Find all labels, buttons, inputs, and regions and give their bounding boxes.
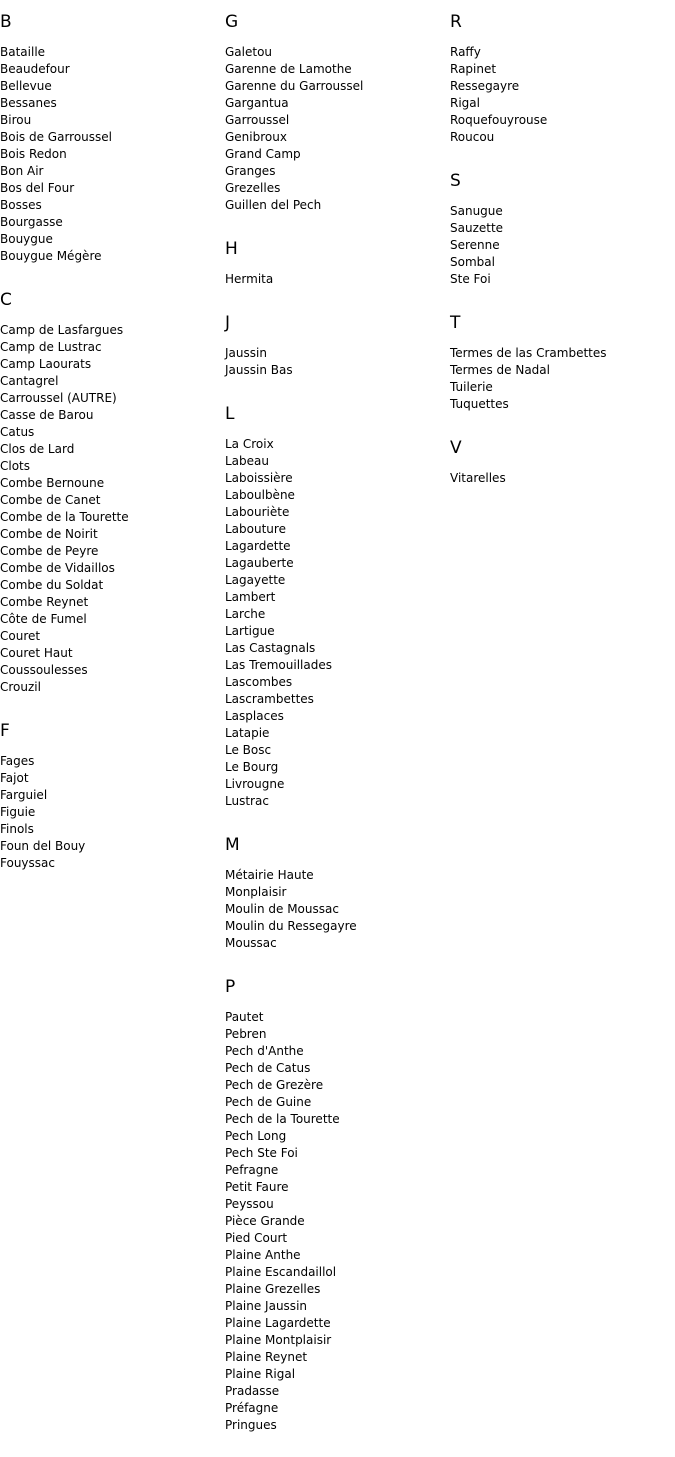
- letter-section: [225, 975, 450, 1434]
- place-name-link[interactable]: Bessanes: [0, 96, 57, 110]
- letter-section: [0, 288, 225, 696]
- place-name-link[interactable]: Foun del Bouy: [0, 839, 86, 853]
- place-name-link[interactable]: Laboissière: [225, 471, 293, 485]
- list-item: [225, 884, 450, 901]
- place-name-link[interactable]: Serenne: [450, 238, 500, 252]
- letter-section: [450, 311, 675, 413]
- list-item: [225, 1128, 450, 1145]
- entry-list: [225, 867, 450, 952]
- place-name-link[interactable]: Guillen del Pech: [225, 198, 322, 212]
- place-name-link[interactable]: Le Bourg: [225, 760, 279, 774]
- place-name-link[interactable]: Coussoulesses: [0, 663, 88, 677]
- place-name-link[interactable]: Plaine Grezelles: [225, 1282, 321, 1296]
- list-item: [225, 1349, 450, 1366]
- place-name-link[interactable]: Bouygue Mégère: [0, 249, 102, 263]
- place-name-link[interactable]: Lasplaces: [225, 709, 284, 723]
- list-item: [0, 129, 225, 146]
- list-item: [225, 146, 450, 163]
- list-item: [0, 753, 225, 770]
- letter-section: [450, 436, 675, 487]
- list-item: [450, 112, 675, 129]
- entry-list: [225, 44, 450, 214]
- list-item: [225, 1111, 450, 1128]
- letter-section: [450, 169, 675, 288]
- entry-list: [225, 271, 450, 288]
- list-item: [225, 1213, 450, 1230]
- list-item: [0, 821, 225, 838]
- place-name-link[interactable]: Tuilerie: [450, 380, 493, 394]
- list-item: [225, 1043, 450, 1060]
- letter-section: [225, 833, 450, 952]
- list-item: [225, 1179, 450, 1196]
- place-name-link[interactable]: Pringues: [225, 1418, 277, 1432]
- list-item: [450, 61, 675, 78]
- list-item: [225, 470, 450, 487]
- list-item: [450, 470, 675, 487]
- list-item: [225, 521, 450, 538]
- list-item: [225, 867, 450, 884]
- list-item: [0, 146, 225, 163]
- list-item: [225, 1281, 450, 1298]
- place-name-link[interactable]: Peyssou: [225, 1197, 274, 1211]
- list-item: [225, 1145, 450, 1162]
- place-name-link[interactable]: Pech de Guine: [225, 1095, 312, 1109]
- place-name-link[interactable]: Moussac: [225, 936, 277, 950]
- list-item: [225, 1383, 450, 1400]
- place-name-link[interactable]: Lascombes: [225, 675, 293, 689]
- list-item: [0, 645, 225, 662]
- letter-section: [225, 311, 450, 379]
- list-item: [450, 95, 675, 112]
- place-name-link[interactable]: Roquefouyrouse: [450, 113, 548, 127]
- place-name-link[interactable]: Figuie: [0, 805, 36, 819]
- list-item: [225, 657, 450, 674]
- place-name-link[interactable]: Côte de Fumel: [0, 612, 87, 626]
- place-name-link[interactable]: Bataille: [0, 45, 46, 59]
- place-name-link[interactable]: Beaudefour: [0, 62, 70, 76]
- place-name-link[interactable]: Plaine Rigal: [225, 1367, 296, 1381]
- list-item: [450, 379, 675, 396]
- list-item: [225, 691, 450, 708]
- list-item: [0, 180, 225, 197]
- place-name-link[interactable]: Grezelles: [225, 181, 281, 195]
- list-item: [0, 407, 225, 424]
- list-item: [225, 1264, 450, 1281]
- list-item: [0, 248, 225, 265]
- entry-list: [225, 436, 450, 810]
- place-name-link[interactable]: Combe de Noirit: [0, 527, 98, 541]
- list-item: [0, 628, 225, 645]
- place-name-link[interactable]: Finols: [0, 822, 34, 836]
- list-item: [225, 623, 450, 640]
- section-letter-heading: P: [225, 977, 236, 997]
- list-item: [225, 453, 450, 470]
- list-item: [225, 95, 450, 112]
- list-item: [0, 231, 225, 248]
- place-name-link[interactable]: Bouygue: [0, 232, 53, 246]
- place-name-link[interactable]: Birou: [0, 113, 32, 127]
- place-name-link[interactable]: Jaussin: [225, 346, 267, 360]
- list-item: [225, 345, 450, 362]
- place-name-link[interactable]: Genibroux: [225, 130, 287, 144]
- list-item: [225, 1315, 450, 1332]
- place-name-link[interactable]: Labouriète: [225, 505, 290, 519]
- place-name-link[interactable]: Larche: [225, 607, 266, 621]
- place-name-link[interactable]: Plaine Jaussin: [225, 1299, 308, 1313]
- list-item: [0, 662, 225, 679]
- place-name-link[interactable]: Plaine Lagardette: [225, 1316, 331, 1330]
- list-item: [450, 78, 675, 95]
- list-item: [225, 112, 450, 129]
- place-name-link[interactable]: Livrougne: [225, 777, 285, 791]
- place-name-link[interactable]: Camp Laourats: [0, 357, 92, 371]
- section-letter-heading: S: [450, 171, 461, 191]
- list-item: [225, 640, 450, 657]
- place-name-link[interactable]: Pech d'Anthe: [225, 1044, 304, 1058]
- entry-list: [450, 44, 675, 146]
- place-name-link[interactable]: Pech Long: [225, 1129, 287, 1143]
- place-name-link[interactable]: Lartigue: [225, 624, 275, 638]
- list-item: [225, 1009, 450, 1026]
- list-item: [0, 197, 225, 214]
- list-item: [0, 390, 225, 407]
- list-item: [450, 203, 675, 220]
- place-name-link[interactable]: Cantagrel: [0, 374, 59, 388]
- list-item: [225, 1026, 450, 1043]
- list-item: [0, 441, 225, 458]
- place-name-link[interactable]: Ste Foi: [450, 272, 491, 286]
- place-name-link[interactable]: Combe du Soldat: [0, 578, 104, 592]
- list-item: [0, 804, 225, 821]
- list-item: [0, 214, 225, 231]
- list-item: [225, 1230, 450, 1247]
- list-item: [225, 589, 450, 606]
- place-name-link[interactable]: Grand Camp: [225, 147, 301, 161]
- place-name-link[interactable]: Pech de Grezère: [225, 1078, 324, 1092]
- list-item: [225, 901, 450, 918]
- entry-list: [0, 753, 225, 872]
- place-name-link[interactable]: Gargantua: [225, 96, 289, 110]
- list-item: [225, 362, 450, 379]
- list-item: [450, 345, 675, 362]
- place-name-link[interactable]: Préfagne: [225, 1401, 279, 1415]
- place-name-link[interactable]: Bois Redon: [0, 147, 67, 161]
- list-item: [225, 197, 450, 214]
- place-name-link[interactable]: Granges: [225, 164, 276, 178]
- list-item: [225, 918, 450, 935]
- place-name-link[interactable]: Couret Haut: [0, 646, 73, 660]
- list-item: [225, 1060, 450, 1077]
- place-name-link[interactable]: Combe Bernoune: [0, 476, 105, 490]
- place-name-link[interactable]: Couret: [0, 629, 41, 643]
- list-item: [225, 776, 450, 793]
- place-name-link[interactable]: Pièce Grande: [225, 1214, 305, 1228]
- place-name-link[interactable]: Camp de Lasfargues: [0, 323, 124, 337]
- place-name-link[interactable]: Labouture: [225, 522, 286, 536]
- place-name-link[interactable]: Petit Faure: [225, 1180, 289, 1194]
- list-item: [225, 1077, 450, 1094]
- list-item: [450, 396, 675, 413]
- place-name-link[interactable]: Pautet: [225, 1010, 264, 1024]
- list-item: [0, 61, 225, 78]
- list-item: [0, 44, 225, 61]
- place-name-link[interactable]: Tuquettes: [450, 397, 509, 411]
- section-letter-heading: C: [0, 290, 12, 310]
- place-name-link[interactable]: Garenne du Garroussel: [225, 79, 364, 93]
- section-letter-heading: V: [450, 438, 462, 458]
- section-letter-heading: T: [450, 313, 461, 333]
- place-name-link[interactable]: Termes de las Crambettes: [450, 346, 607, 360]
- place-name-link[interactable]: Laboulbène: [225, 488, 295, 502]
- list-item: [225, 1332, 450, 1349]
- place-name-link[interactable]: Plaine Montplaisir: [225, 1333, 332, 1347]
- place-name-link[interactable]: Carroussel (AUTRE): [0, 391, 117, 405]
- place-name-link[interactable]: Combe Reynet: [0, 595, 89, 609]
- letter-section: [225, 402, 450, 810]
- list-item: [225, 180, 450, 197]
- place-name-link[interactable]: Vitarelles: [450, 471, 506, 485]
- list-item: [0, 838, 225, 855]
- place-name-link[interactable]: Pech de la Tourette: [225, 1112, 340, 1126]
- list-item: [450, 271, 675, 288]
- list-item: [225, 1162, 450, 1179]
- list-item: [225, 538, 450, 555]
- letter-section: [0, 719, 225, 872]
- place-name-link[interactable]: Hermita: [225, 272, 274, 286]
- list-item: [0, 356, 225, 373]
- list-item: [225, 742, 450, 759]
- list-item: [225, 759, 450, 776]
- place-name-link[interactable]: Bos del Four: [0, 181, 75, 195]
- list-item: [450, 129, 675, 146]
- place-name-link[interactable]: Lustrac: [225, 794, 269, 808]
- list-item: [225, 1094, 450, 1111]
- list-item: [0, 339, 225, 356]
- list-item: [450, 44, 675, 61]
- list-item: [0, 594, 225, 611]
- list-item: [0, 458, 225, 475]
- list-item: [225, 61, 450, 78]
- list-item: [0, 163, 225, 180]
- place-name-link[interactable]: Lascrambettes: [225, 692, 314, 706]
- place-name-link[interactable]: Termes de Nadal: [450, 363, 550, 377]
- list-item: [0, 78, 225, 95]
- place-name-link[interactable]: Sauzette: [450, 221, 504, 235]
- place-name-link[interactable]: Galetou: [225, 45, 273, 59]
- list-item: [225, 44, 450, 61]
- list-item: [225, 78, 450, 95]
- place-name-link[interactable]: Moulin du Ressegayre: [225, 919, 357, 933]
- place-name-link[interactable]: Moulin de Moussac: [225, 902, 339, 916]
- list-item: [0, 475, 225, 492]
- place-name-link[interactable]: Raffy: [450, 45, 481, 59]
- place-name-link[interactable]: Lagayette: [225, 573, 286, 587]
- place-name-link[interactable]: Garroussel: [225, 113, 290, 127]
- place-name-link[interactable]: Farguiel: [0, 788, 48, 802]
- place-name-link[interactable]: Pech Ste Foi: [225, 1146, 298, 1160]
- place-name-link[interactable]: Latapie: [225, 726, 270, 740]
- place-name-link[interactable]: Ressegayre: [450, 79, 520, 93]
- place-name-link[interactable]: Jaussin Bas: [225, 363, 293, 377]
- list-item: [225, 504, 450, 521]
- place-name-link[interactable]: Combe de la Tourette: [0, 510, 129, 524]
- entry-list: [450, 203, 675, 288]
- list-item: [225, 935, 450, 952]
- section-letter-heading: M: [225, 835, 240, 855]
- letter-section: [450, 10, 675, 146]
- list-item: [225, 271, 450, 288]
- section-letter-heading: J: [225, 313, 231, 333]
- place-name-link[interactable]: Pefragne: [225, 1163, 279, 1177]
- index-column: [450, 10, 675, 510]
- list-item: [225, 606, 450, 623]
- list-item: [0, 679, 225, 696]
- list-item: [0, 560, 225, 577]
- place-name-link[interactable]: Las Castagnals: [225, 641, 316, 655]
- place-name-link[interactable]: Fages: [0, 754, 35, 768]
- list-item: [225, 708, 450, 725]
- list-item: [450, 254, 675, 271]
- place-name-link[interactable]: Plaine Anthe: [225, 1248, 301, 1262]
- list-item: [225, 1247, 450, 1264]
- index-column: [225, 10, 450, 1457]
- place-name-link[interactable]: Fajot: [0, 771, 29, 785]
- place-name-link[interactable]: Pech de Catus: [225, 1061, 311, 1075]
- list-item: [0, 509, 225, 526]
- place-name-link[interactable]: Las Tremouillades: [225, 658, 332, 672]
- list-item: [0, 373, 225, 390]
- entry-list: [0, 44, 225, 265]
- section-letter-heading: F: [0, 721, 10, 741]
- place-name-link[interactable]: Lambert: [225, 590, 276, 604]
- list-item: [0, 492, 225, 509]
- letter-section: [225, 10, 450, 214]
- place-name-link[interactable]: Combe de Canet: [0, 493, 101, 507]
- list-item: [225, 1400, 450, 1417]
- place-name-link[interactable]: Bosses: [0, 198, 42, 212]
- place-name-link[interactable]: Bois de Garroussel: [0, 130, 113, 144]
- entry-list: [450, 345, 675, 413]
- letter-section: [0, 10, 225, 265]
- letter-section: [225, 237, 450, 288]
- place-name-link[interactable]: Roucou: [450, 130, 495, 144]
- place-name-link[interactable]: Rapinet: [450, 62, 497, 76]
- list-item: [0, 770, 225, 787]
- entry-list: [225, 1009, 450, 1434]
- place-name-link[interactable]: Lagardette: [225, 539, 291, 553]
- place-name-link[interactable]: Rigal: [450, 96, 480, 110]
- section-letter-heading: G: [225, 12, 239, 32]
- section-letter-heading: L: [225, 404, 235, 424]
- list-item: [0, 611, 225, 628]
- place-name-link[interactable]: Pied Court: [225, 1231, 288, 1245]
- list-item: [450, 362, 675, 379]
- place-name-link[interactable]: Bourgasse: [0, 215, 63, 229]
- list-item: [225, 1196, 450, 1213]
- place-name-link[interactable]: Fouyssac: [0, 856, 55, 870]
- list-item: [0, 424, 225, 441]
- place-name-link[interactable]: Métairie Haute: [225, 868, 314, 882]
- list-item: [225, 674, 450, 691]
- list-item: [225, 436, 450, 453]
- place-name-link[interactable]: Sanugue: [450, 204, 503, 218]
- place-name-link[interactable]: Plaine Reynet: [225, 1350, 308, 1364]
- entry-list: [450, 470, 675, 487]
- section-letter-heading: B: [0, 12, 12, 32]
- entry-list: [0, 322, 225, 696]
- place-name-link[interactable]: Catus: [0, 425, 35, 439]
- list-item: [225, 555, 450, 572]
- list-item: [450, 237, 675, 254]
- place-name-link[interactable]: Pebren: [225, 1027, 267, 1041]
- list-item: [225, 163, 450, 180]
- place-name-link[interactable]: La Croix: [225, 437, 274, 451]
- place-name-link[interactable]: Monplaisir: [225, 885, 287, 899]
- list-item: [0, 577, 225, 594]
- list-item: [0, 526, 225, 543]
- place-name-link[interactable]: Garenne de Lamothe: [225, 62, 352, 76]
- index-column: [0, 10, 225, 895]
- list-item: [225, 129, 450, 146]
- list-item: [0, 112, 225, 129]
- place-name-link[interactable]: Pradasse: [225, 1384, 280, 1398]
- list-item: [225, 1366, 450, 1383]
- list-item: [0, 855, 225, 872]
- section-letter-heading: R: [450, 12, 462, 32]
- list-item: [0, 95, 225, 112]
- list-item: [0, 787, 225, 804]
- list-item: [225, 572, 450, 589]
- place-name-link[interactable]: Labeau: [225, 454, 269, 468]
- list-item: [0, 322, 225, 339]
- list-item: [225, 487, 450, 504]
- place-name-link[interactable]: Combe de Vidaillos: [0, 561, 115, 575]
- list-item: [225, 1298, 450, 1315]
- place-name-link[interactable]: Combe de Peyre: [0, 544, 99, 558]
- list-item: [225, 1417, 450, 1434]
- place-name-link[interactable]: Camp de Lustrac: [0, 340, 102, 354]
- place-name-link[interactable]: Casse de Barou: [0, 408, 94, 422]
- list-item: [225, 725, 450, 742]
- place-name-link[interactable]: Le Bosc: [225, 743, 272, 757]
- section-letter-heading: H: [225, 239, 238, 259]
- list-item: [225, 793, 450, 810]
- list-item: [0, 543, 225, 560]
- place-name-link[interactable]: Bellevue: [0, 79, 52, 93]
- place-name-link[interactable]: Clos de Lard: [0, 442, 75, 456]
- place-name-link[interactable]: Sombal: [450, 255, 495, 269]
- place-name-link[interactable]: Lagauberte: [225, 556, 294, 570]
- place-name-link[interactable]: Clots: [0, 459, 31, 473]
- list-item: [450, 220, 675, 237]
- place-name-link[interactable]: Crouzil: [0, 680, 41, 694]
- place-name-link[interactable]: Plaine Escandaillol: [225, 1265, 337, 1279]
- entry-list: [225, 345, 450, 379]
- place-name-link[interactable]: Bon Air: [0, 164, 44, 178]
